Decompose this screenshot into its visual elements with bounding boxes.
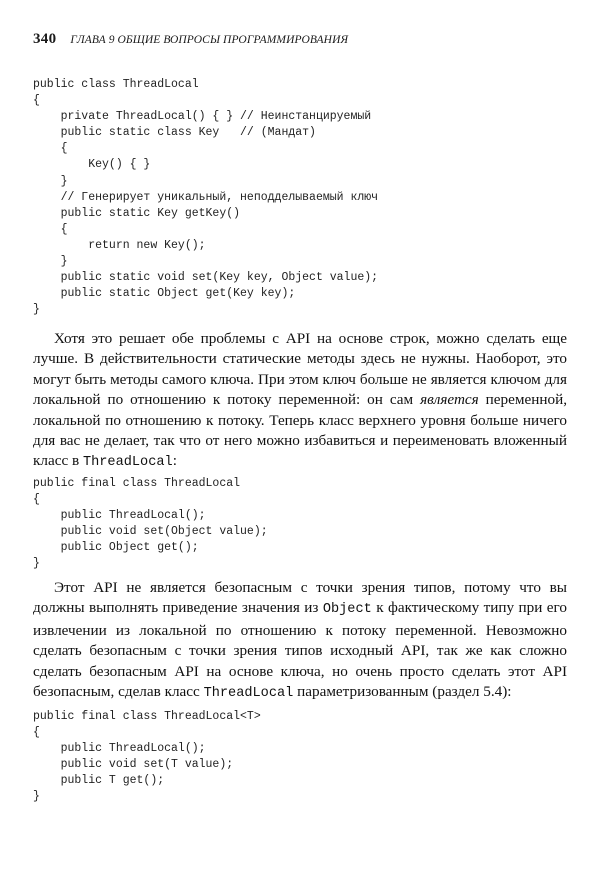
paragraph-text: Хотя это решает обе проблемы с API на основе строк, можно сделать еще лучше. В действительности статические методы здесь не нужны. Наоборот, это могут быть методы самого ключа. При этом ключ больше не является ключом для локальной по отношению к потоку переменной: он сам — [33, 330, 567, 409]
code-line: public final class ThreadLocal — [33, 477, 241, 490]
code-line: public T get(); — [33, 774, 165, 788]
code-line: } — [33, 255, 68, 269]
code-line: public final class ThreadLocal<T> — [33, 710, 261, 723]
inline-code: ThreadLocal — [203, 686, 294, 702]
emphasis-text: является — [420, 391, 479, 409]
code-line: public static class Key // (Мандат) — [33, 126, 316, 140]
code-line: public ThreadLocal(); — [33, 509, 206, 523]
code-line: public static Object get(Key key); — [33, 287, 296, 301]
code-listing-threadlocal-object — [33, 476, 268, 573]
code-listing-threadlocal-generic — [33, 709, 261, 806]
code-line: { — [33, 142, 68, 156]
code-line: public void set(Object value); — [33, 525, 268, 539]
code-line: return new Key(); — [33, 238, 206, 252]
inline-code: ThreadLocal — [82, 455, 173, 471]
code-line: public class ThreadLocal — [33, 78, 199, 91]
paragraph-key-methods — [33, 329, 567, 474]
paragraph-text: : — [172, 452, 177, 470]
paragraph-text: Этот API не является безопасным с точки зрения типов, потому что вы должны выполнять приведение значения из — [33, 579, 567, 617]
code-line: { — [33, 94, 40, 108]
code-line: } — [33, 557, 40, 571]
paragraph-text: параметризованным (раздел 5.4): — [293, 683, 512, 701]
code-line: // Генерирует уникальный, неподделываемый ключ — [33, 190, 379, 204]
paragraph-text: переменной, локальной по отношению к потоку. Теперь класс верхнего уровня больше ничего для вас не делает, так что от него можно избавиться и переименовать вложенный класс в — [33, 391, 567, 470]
code-line: } — [33, 790, 40, 804]
code-line: public void set(T value); — [33, 758, 234, 772]
code-line: public Object get(); — [33, 541, 199, 555]
paragraph-text: к фактическому типу при его извлечении из локальной по отношению к потоку переменной. Невозможно сделать безопасным с точки зрения типов исходный API, так же как сложно сделать безопасным API на основе ключа, но очень просто сделать этот API безопасным, сделав класс — [33, 599, 567, 701]
code-line: } — [33, 174, 68, 188]
chapter-title: ГЛАВА 9 ОБЩИЕ ВОПРОСЫ ПРОГРАММИРОВАНИЯ — [70, 34, 349, 46]
code-line: } — [33, 303, 40, 317]
code-line: public static Key getKey() — [33, 206, 241, 220]
paragraph-type-safety — [33, 578, 567, 704]
code-line: public static void set(Key key, Object value); — [33, 271, 379, 285]
code-line: { — [33, 222, 68, 236]
page-number: 340 — [33, 31, 57, 47]
code-line: Key() { } — [33, 158, 151, 172]
code-line: { — [33, 493, 40, 507]
running-head — [33, 30, 573, 50]
inline-code: Object — [322, 602, 372, 618]
code-line: { — [33, 726, 40, 740]
code-line: private ThreadLocal() { } // Неинстанцируемый — [33, 110, 372, 124]
code-listing-threadlocal-key — [33, 77, 378, 318]
code-line: public ThreadLocal(); — [33, 742, 206, 756]
